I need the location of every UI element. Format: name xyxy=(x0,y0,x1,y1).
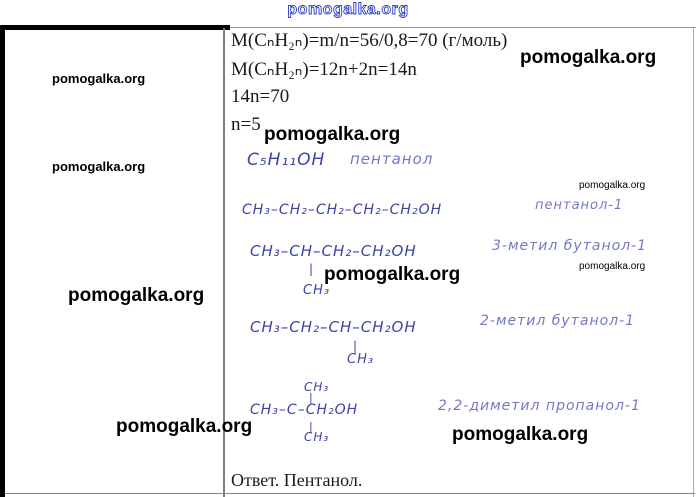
isomer-name: 2,2-диметил пропанол-1 xyxy=(438,398,641,414)
isomer-branch-bond: | xyxy=(353,339,359,353)
watermark: pomogalka.org xyxy=(52,159,146,174)
isomer-branch-bond: | xyxy=(309,420,314,433)
handwritten-formula-name: пентанол xyxy=(350,150,434,168)
frame-top-right-border xyxy=(230,27,696,28)
formula-line: M(CₙH₂ₙ)=12n+2n=14n xyxy=(231,59,417,80)
frame-left-border xyxy=(0,25,5,497)
n-value-line: n=5 xyxy=(231,114,261,135)
isomer-name: 2-метил бутанол-1 xyxy=(480,313,636,329)
isomer-structure: CH₃–CH–CH₂–CH₂OH xyxy=(250,242,417,260)
isomer-structure: CH₃–C–CH₂OH xyxy=(250,402,359,418)
isomer-branch: CH₃ xyxy=(304,430,330,444)
header-watermark: pomogalka.org xyxy=(287,1,409,18)
isomer-name: пентанол-1 xyxy=(535,198,624,213)
watermark: pomogalka.org xyxy=(68,285,205,306)
frame-right-border xyxy=(693,28,694,497)
watermark: pomogalka.org xyxy=(324,264,461,285)
watermark: pomogalka.org xyxy=(52,71,146,86)
equation-line: 14n=70 xyxy=(231,86,290,107)
molar-mass-line: M(CₙH₂ₙ)=m/n=56/0,8=70 (г/моль) xyxy=(231,30,508,51)
watermark: pomogalka.org xyxy=(452,424,589,445)
isomer-structure: CH₃–CH₂–CH–CH₂OH xyxy=(250,318,417,336)
isomer-branch: CH₃ xyxy=(304,380,330,394)
frame-top-left-border xyxy=(0,25,230,30)
watermark: pomogalka.org xyxy=(520,47,657,68)
watermark: pomogalka.org xyxy=(116,416,253,437)
answer-line: Ответ. Пентанол. xyxy=(231,470,363,490)
isomer-branch: CH₃ xyxy=(347,352,375,367)
frame-bottom-border xyxy=(5,493,695,494)
isomer-branch: CH₃ xyxy=(303,283,331,298)
isomer-branch-bond: | xyxy=(309,391,314,404)
watermark: pomogalka.org xyxy=(264,124,401,145)
watermark: pomogalka.org xyxy=(579,180,646,191)
isomer-structure: CH₃–CH₂–CH₂–CH₂–CH₂OH xyxy=(242,202,443,218)
isomer-name: 3-метил бутанол-1 xyxy=(492,238,648,254)
watermark: pomogalka.org xyxy=(579,261,646,272)
isomer-branch-bond: | xyxy=(309,262,315,276)
handwritten-formula: C₅H₁₁OH xyxy=(247,150,326,170)
